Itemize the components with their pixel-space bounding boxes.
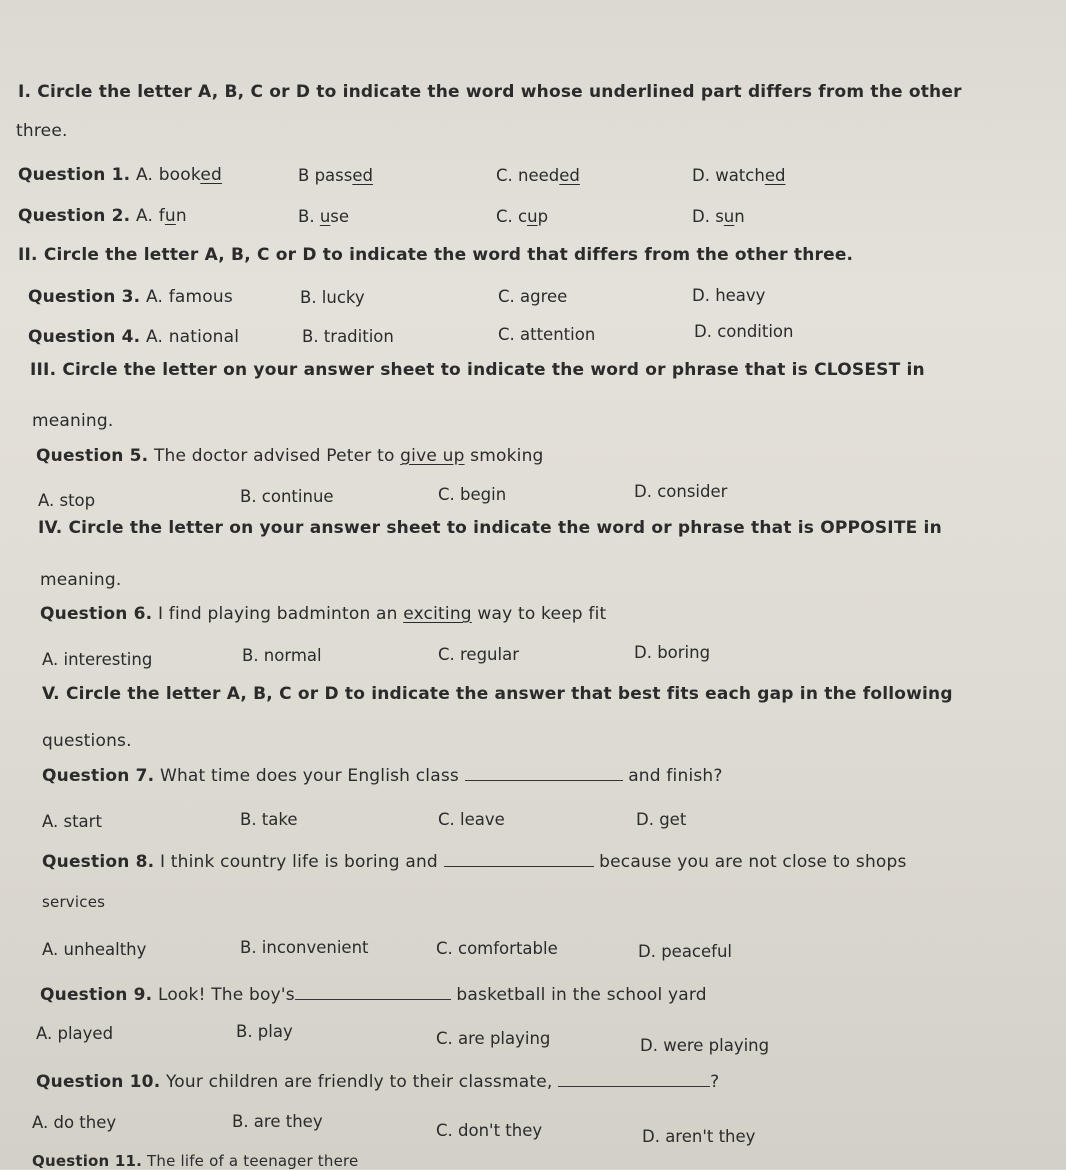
- q7-option-d[interactable]: D. get: [636, 810, 687, 829]
- q4-option-d[interactable]: D. condition: [694, 322, 794, 341]
- q10-option-c[interactable]: C. don't they: [436, 1121, 543, 1140]
- q8-option-c[interactable]: C. comfortable: [436, 939, 558, 958]
- section-3-heading: III. Circle the letter on your answer sheet to indicate the word or phrase that is CLOSEST in: [30, 360, 925, 380]
- q5-option-d[interactable]: D. consider: [634, 482, 728, 501]
- section-2-heading: II. Circle the letter A, B, C or D to indicate the word that differs from the other three.: [18, 245, 854, 265]
- q3-option-a[interactable]: A. famous: [145, 287, 233, 307]
- q4-option-c[interactable]: C. attention: [498, 325, 596, 344]
- q5-option-b[interactable]: B. continue: [240, 487, 334, 506]
- section-1-heading: I. Circle the letter A, B, C or D to indicate the word whose underlined part differs from the other: [18, 82, 962, 102]
- q1-option-b[interactable]: B passed: [298, 166, 373, 185]
- q3-option-b[interactable]: B. lucky: [300, 288, 365, 307]
- q7-option-b[interactable]: B. take: [240, 810, 298, 829]
- q2-option-a[interactable]: A. fun: [135, 206, 187, 226]
- q5-option-a[interactable]: A. stop: [38, 491, 96, 510]
- q7-answer-blank[interactable]: [465, 780, 623, 781]
- q4-option-a[interactable]: A. national: [145, 327, 240, 347]
- question-8: Question 8. I think country life is boring and because you are not close to shops: [42, 852, 907, 872]
- question-3: Question 3. A. famous: [28, 287, 233, 307]
- section-5-heading-cont: questions.: [42, 731, 132, 751]
- q8-option-a[interactable]: A. unhealthy: [42, 940, 147, 959]
- q10-option-a[interactable]: A. do they: [32, 1113, 117, 1132]
- q8-answer-blank[interactable]: [444, 866, 594, 867]
- q9-option-a[interactable]: A. played: [36, 1024, 114, 1043]
- q2-option-d[interactable]: D. sun: [692, 207, 745, 226]
- q2-option-c[interactable]: C. cup: [496, 207, 549, 226]
- section-5-heading: V. Circle the letter A, B, C or D to indicate the answer that best fits each gap in the following: [42, 684, 953, 704]
- q9-option-d[interactable]: D. were playing: [640, 1036, 770, 1055]
- question-8-cont: services: [42, 893, 106, 911]
- question-4: Question 4. A. national: [28, 327, 240, 347]
- question-7: Question 7. What time does your English class and finish?: [42, 766, 723, 786]
- q10-answer-blank[interactable]: [558, 1086, 710, 1087]
- q7-option-a[interactable]: A. start: [42, 812, 102, 831]
- q6-option-c[interactable]: C. regular: [438, 645, 519, 664]
- section-4-heading: IV. Circle the letter on your answer sheet to indicate the word or phrase that is OPPOSITE in: [38, 518, 942, 538]
- q2-option-b[interactable]: B. use: [298, 207, 350, 226]
- q9-answer-blank[interactable]: [295, 999, 451, 1000]
- q3-option-d[interactable]: D. heavy: [692, 286, 766, 305]
- question-5: Question 5. The doctor advised Peter to give up smoking: [36, 446, 544, 466]
- question-11: Question 11. The life of a teenager there: [32, 1152, 359, 1170]
- section-4-heading-cont: meaning.: [40, 570, 122, 590]
- question-9: Question 9. Look! The boy's basketball in the school yard: [40, 985, 707, 1005]
- q10-option-b[interactable]: B. are they: [232, 1112, 323, 1131]
- q1-option-d[interactable]: D. watched: [692, 166, 786, 185]
- question-10: Question 10. Your children are friendly to their classmate, ?: [36, 1072, 720, 1092]
- q9-option-c[interactable]: C. are playing: [436, 1029, 551, 1048]
- q9-option-b[interactable]: B. play: [236, 1022, 293, 1041]
- q8-option-b[interactable]: B. inconvenient: [240, 938, 369, 957]
- q4-option-b[interactable]: B. tradition: [302, 327, 394, 346]
- q6-option-a[interactable]: A. interesting: [42, 650, 153, 669]
- section-3-heading-cont: meaning.: [32, 411, 114, 431]
- q3-option-c[interactable]: C. agree: [498, 287, 568, 306]
- question-2: Question 2. A. fun: [18, 206, 187, 226]
- q8-option-d[interactable]: D. peaceful: [638, 942, 733, 961]
- section-1-heading-cont: three.: [16, 121, 68, 141]
- question-6: Question 6. I find playing badminton an exciting way to keep fit: [40, 604, 607, 624]
- q1-option-a[interactable]: A. booked: [135, 165, 222, 185]
- q10-option-d[interactable]: D. aren't they: [642, 1127, 756, 1146]
- q1-option-c[interactable]: C. needed: [496, 166, 580, 185]
- q6-option-d[interactable]: D. boring: [634, 643, 711, 662]
- q6-option-b[interactable]: B. normal: [242, 646, 322, 665]
- question-1: Question 1. A. booked: [18, 165, 222, 185]
- q5-option-c[interactable]: C. begin: [438, 485, 507, 504]
- q7-option-c[interactable]: C. leave: [438, 810, 505, 829]
